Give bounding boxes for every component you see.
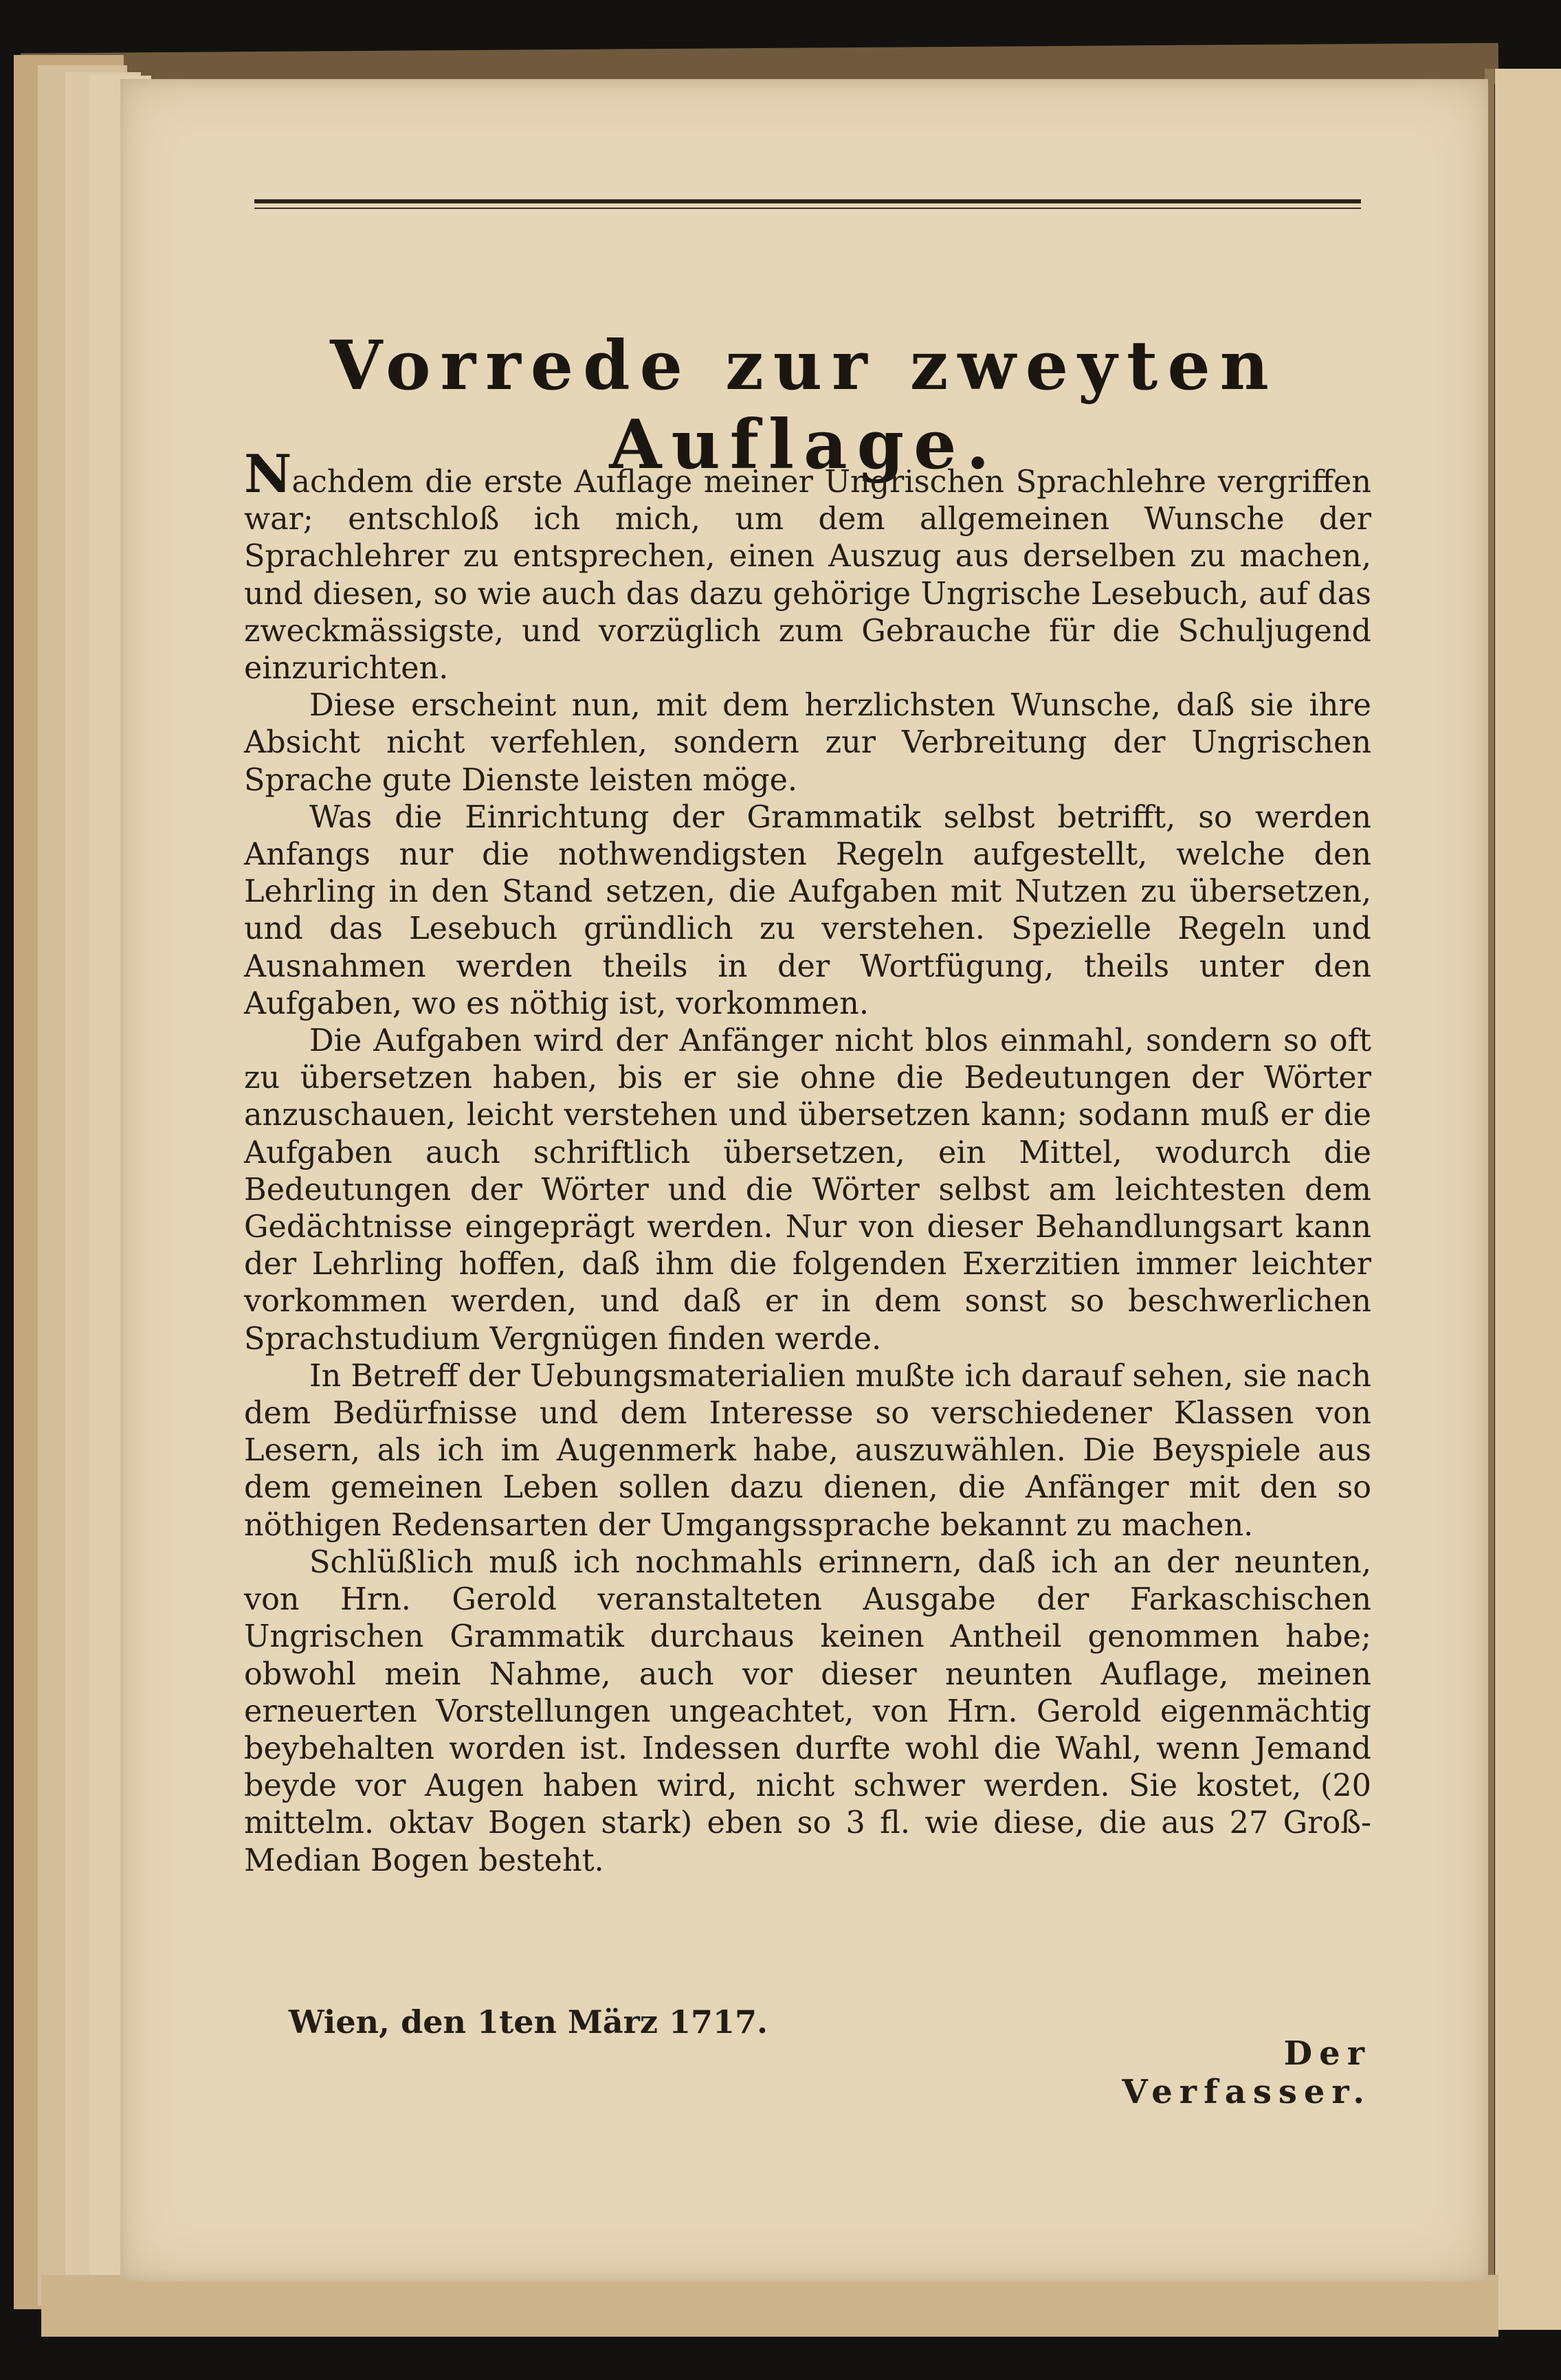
author-signature: Der Verfasser. <box>1122 2034 1371 2111</box>
paragraph-text: Schlüßlich muß ich nochmahls erinnern, daß ich an der neunten, von Hrn. Gerold veranstalteten Ausgabe der Farkaschischen Ungrischen Grammatik durchaus keinen Antheil genommen habe; obwohl mein Nahme, auch vor dieser neunten Auflage, meinen erneuerten Vorstellungen ungeachtet, von Hrn. Gerold eigenmächtig beybehalten worden ist. Indessen durfte wohl die Wahl, wenn Jemand beyde vor Augen haben wird, nicht schwer werden. Sie kostet, (20 mittelm. oktav Bogen stark) eben so 3 fl. wie diese, die aus 27 Groß-Median Bogen besteht. <box>244 1544 1371 1878</box>
paragraph-text: Die Aufgaben wird der Anfänger nicht blos einmahl, sondern so oft zu übersetzen haben, bis er sie ohne die Bedeutungen der Wörter anzuschauen, leicht verstehen und übersetzen kann; sodann muß er die Aufgaben auch schriftlich übersetzen, ein Mittel, wodurch die Bedeutungen der Wörter und die Wörter selbst am leichtesten dem Gedächtnisse eingeprägt werden. Nur von dieser Behandlungsart kann der Lehrling hoffen, daß ihm die folgenden Exerzitien immer leichter vorkommen werden, und daß er in dem sonst so beschwerlichen Sprachstudium Vergnügen finden werde. <box>244 1023 1371 1357</box>
preface-body <box>244 443 1371 1880</box>
drop-cap: N <box>244 443 292 504</box>
page-title: Vorrede zur zweyten Auflage. <box>330 326 1278 485</box>
paragraph-text: achdem die erste Auflage meiner Ungrischen Sprachlehre vergriffen war; entschloß ich mich, um dem allgemeinen Wunsche der Sprachlehrer zu entsprechen, einen Auszug aus derselben zu machen, und diesen, so wie auch das dazu gehörige Ungrische Lesebuch, auf das zweckmässigste, und vorzüglich zum Gebrauche für die Schuljugend einzurichten. <box>244 465 1371 687</box>
paragraph <box>244 1544 1371 1880</box>
paragraph <box>244 443 1371 687</box>
book-page <box>120 79 1488 2282</box>
header-rule <box>254 199 1361 203</box>
paragraph <box>244 1023 1371 1358</box>
paragraph <box>244 687 1371 799</box>
paragraph-text: Diese erscheint nun, mit dem herzlichsten Wunsche, daß sie ihre Absicht nicht verfehlen, sondern zur Verbreitung der Ungrischen Sprache gute Dienste leisten möge. <box>244 688 1371 798</box>
paragraph-text: In Betreff der Uebungsmaterialien mußte ich darauf sehen, sie nach dem Bedürfnisse und dem Interesse so verschiedener Klassen von Lesern, als ich im Augenmerk habe, auszuwählen. Die Beyspiele aus dem gemeinen Leben sollen dazu dienen, die Anfänger mit den so nöthigen Redensarten der Umgangssprache bekannt zu machen. <box>244 1358 1371 1543</box>
place-date: Wien, den 1ten März 1717. <box>289 2003 768 2040</box>
bottom-page-stack <box>41 2275 1498 2337</box>
paragraph <box>244 1358 1371 1544</box>
paragraph <box>244 799 1371 1023</box>
paragraph-text: Was die Einrichtung der Grammatik selbst betrifft, so werden Anfangs nur die nothwendigsten Regeln aufgestellt, welche den Lehrling in den Stand setzen, die Aufgaben mit Nutzen zu übersetzen, und das Lesebuch gründlich zu verstehen. Spezielle Regeln und Ausnahmen werden theils in der Wortfügung, theils unter den Aufgaben, wo es nöthig ist, vorkommen. <box>244 799 1371 1021</box>
right-page-edge <box>1495 69 1561 2330</box>
